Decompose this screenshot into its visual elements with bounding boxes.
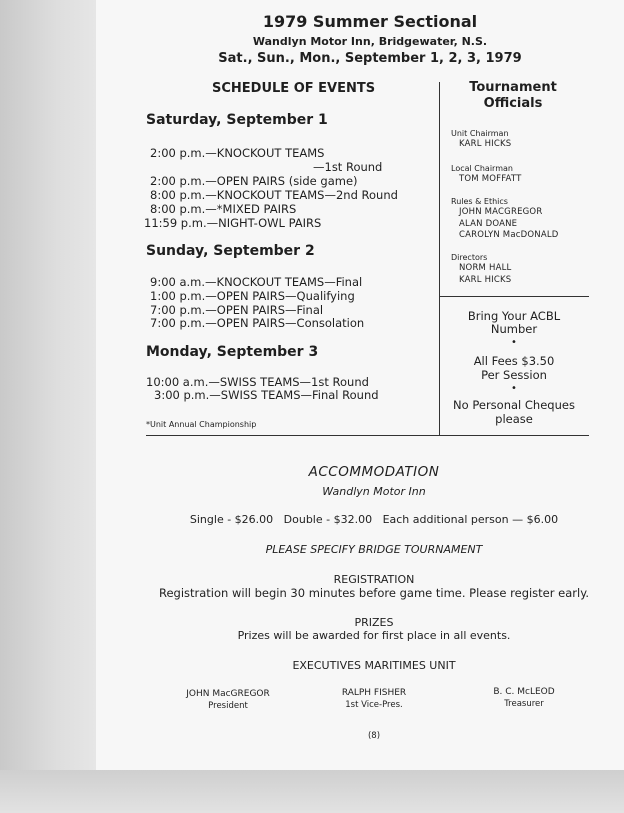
room-rates: Single - $26.00 Double - $32.00 Each additional person — $6.00 bbox=[189, 513, 559, 526]
prizes-heading: PRIZES bbox=[354, 616, 394, 629]
schedule-heading: SCHEDULE OF EVENTS bbox=[212, 81, 376, 96]
official-role: Local Chairman bbox=[451, 164, 513, 173]
event-line: 3:00 p.m.—SWISS TEAMS—Final Round bbox=[154, 388, 379, 402]
official-name: ALAN DOANE bbox=[459, 219, 518, 229]
bullet-icon: • bbox=[511, 337, 517, 348]
column-divider bbox=[439, 82, 440, 435]
footnote: *Unit Annual Championship bbox=[146, 420, 257, 429]
executive-name: JOHN MacGREGOR bbox=[186, 689, 270, 699]
bullet-icon: • bbox=[511, 383, 517, 394]
fees-notice: Per Session bbox=[481, 368, 547, 382]
acbl-notice: Number bbox=[490, 322, 538, 336]
event-line: 8:00 p.m.—KNOCKOUT TEAMS—2nd Round bbox=[150, 188, 398, 202]
official-name: KARL HICKS bbox=[459, 139, 512, 149]
event-line: 2:00 p.m.—KNOCKOUT TEAMS bbox=[150, 146, 325, 160]
page-title: 1979 Summer Sectional bbox=[262, 12, 478, 31]
prizes-text: Prizes will be awarded for first place in all events. bbox=[237, 629, 511, 642]
acbl-notice: Bring Your ACBL bbox=[467, 309, 561, 323]
day-heading-sunday: Sunday, September 2 bbox=[146, 243, 315, 259]
event-line: 8:00 p.m.—*MIXED PAIRS bbox=[150, 202, 297, 216]
dates-line: Sat., Sun., Mon., September 1, 2, 3, 1979 bbox=[218, 51, 522, 66]
event-line: 10:00 a.m.—SWISS TEAMS—1st Round bbox=[146, 375, 369, 389]
official-name: NORM HALL bbox=[459, 263, 512, 273]
executives-heading: EXECUTIVES MARITIMES UNIT bbox=[292, 659, 456, 672]
cheques-notice: No Personal Cheques bbox=[453, 398, 575, 412]
cheques-notice: please bbox=[495, 412, 533, 426]
official-name: KARL HICKS bbox=[459, 275, 512, 285]
page-bottom-edge bbox=[0, 770, 624, 813]
officials-divider bbox=[439, 296, 589, 297]
event-line: —1st Round bbox=[313, 160, 383, 174]
official-name: TOM MOFFATT bbox=[459, 174, 522, 184]
officials-heading: Tournament Officials bbox=[469, 80, 557, 111]
official-role: Directors bbox=[451, 253, 488, 262]
fees-notice: All Fees $3.50 bbox=[473, 354, 555, 368]
official-role: Rules & Ethics bbox=[451, 197, 508, 206]
hotel-name: Wandlyn Motor Inn bbox=[322, 485, 426, 498]
executive-title: President bbox=[208, 701, 248, 711]
accommodation-heading: ACCOMMODATION bbox=[308, 464, 440, 480]
event-line: 1:00 p.m.—OPEN PAIRS—Qualifying bbox=[150, 289, 355, 303]
page-number: (8) bbox=[367, 731, 381, 741]
executive-name: RALPH FISHER bbox=[341, 688, 407, 698]
official-role: Unit Chairman bbox=[451, 129, 509, 138]
executive-name: B. C. McLEOD bbox=[493, 687, 555, 697]
event-line: 9:00 a.m.—KNOCKOUT TEAMS—Final bbox=[150, 275, 363, 289]
event-line: 7:00 p.m.—OPEN PAIRS—Consolation bbox=[150, 316, 365, 330]
registration-heading: REGISTRATION bbox=[333, 573, 415, 586]
event-line: 7:00 p.m.—OPEN PAIRS—Final bbox=[150, 303, 324, 317]
page-shadow bbox=[0, 0, 96, 813]
specify-note: PLEASE SPECIFY BRIDGE TOURNAMENT bbox=[265, 543, 483, 556]
executive-title: 1st Vice-Pres. bbox=[345, 700, 403, 710]
day-heading-saturday: Saturday, September 1 bbox=[146, 112, 328, 128]
event-line: 2:00 p.m.—OPEN PAIRS (side game) bbox=[150, 174, 358, 188]
day-heading-monday: Monday, September 3 bbox=[146, 344, 319, 360]
registration-text: Registration will begin 30 minutes before game time. Please register early. bbox=[158, 586, 590, 600]
event-line: 11:59 p.m.—NIGHT-OWL PAIRS bbox=[144, 216, 322, 230]
section-divider bbox=[146, 435, 589, 436]
official-name: JOHN MACGREGOR bbox=[459, 207, 543, 217]
executive-title: Treasurer bbox=[504, 699, 544, 709]
venue-line: Wandlyn Motor Inn, Bridgewater, N.S. bbox=[252, 35, 488, 48]
official-name: CAROLYN MacDONALD bbox=[459, 230, 559, 240]
